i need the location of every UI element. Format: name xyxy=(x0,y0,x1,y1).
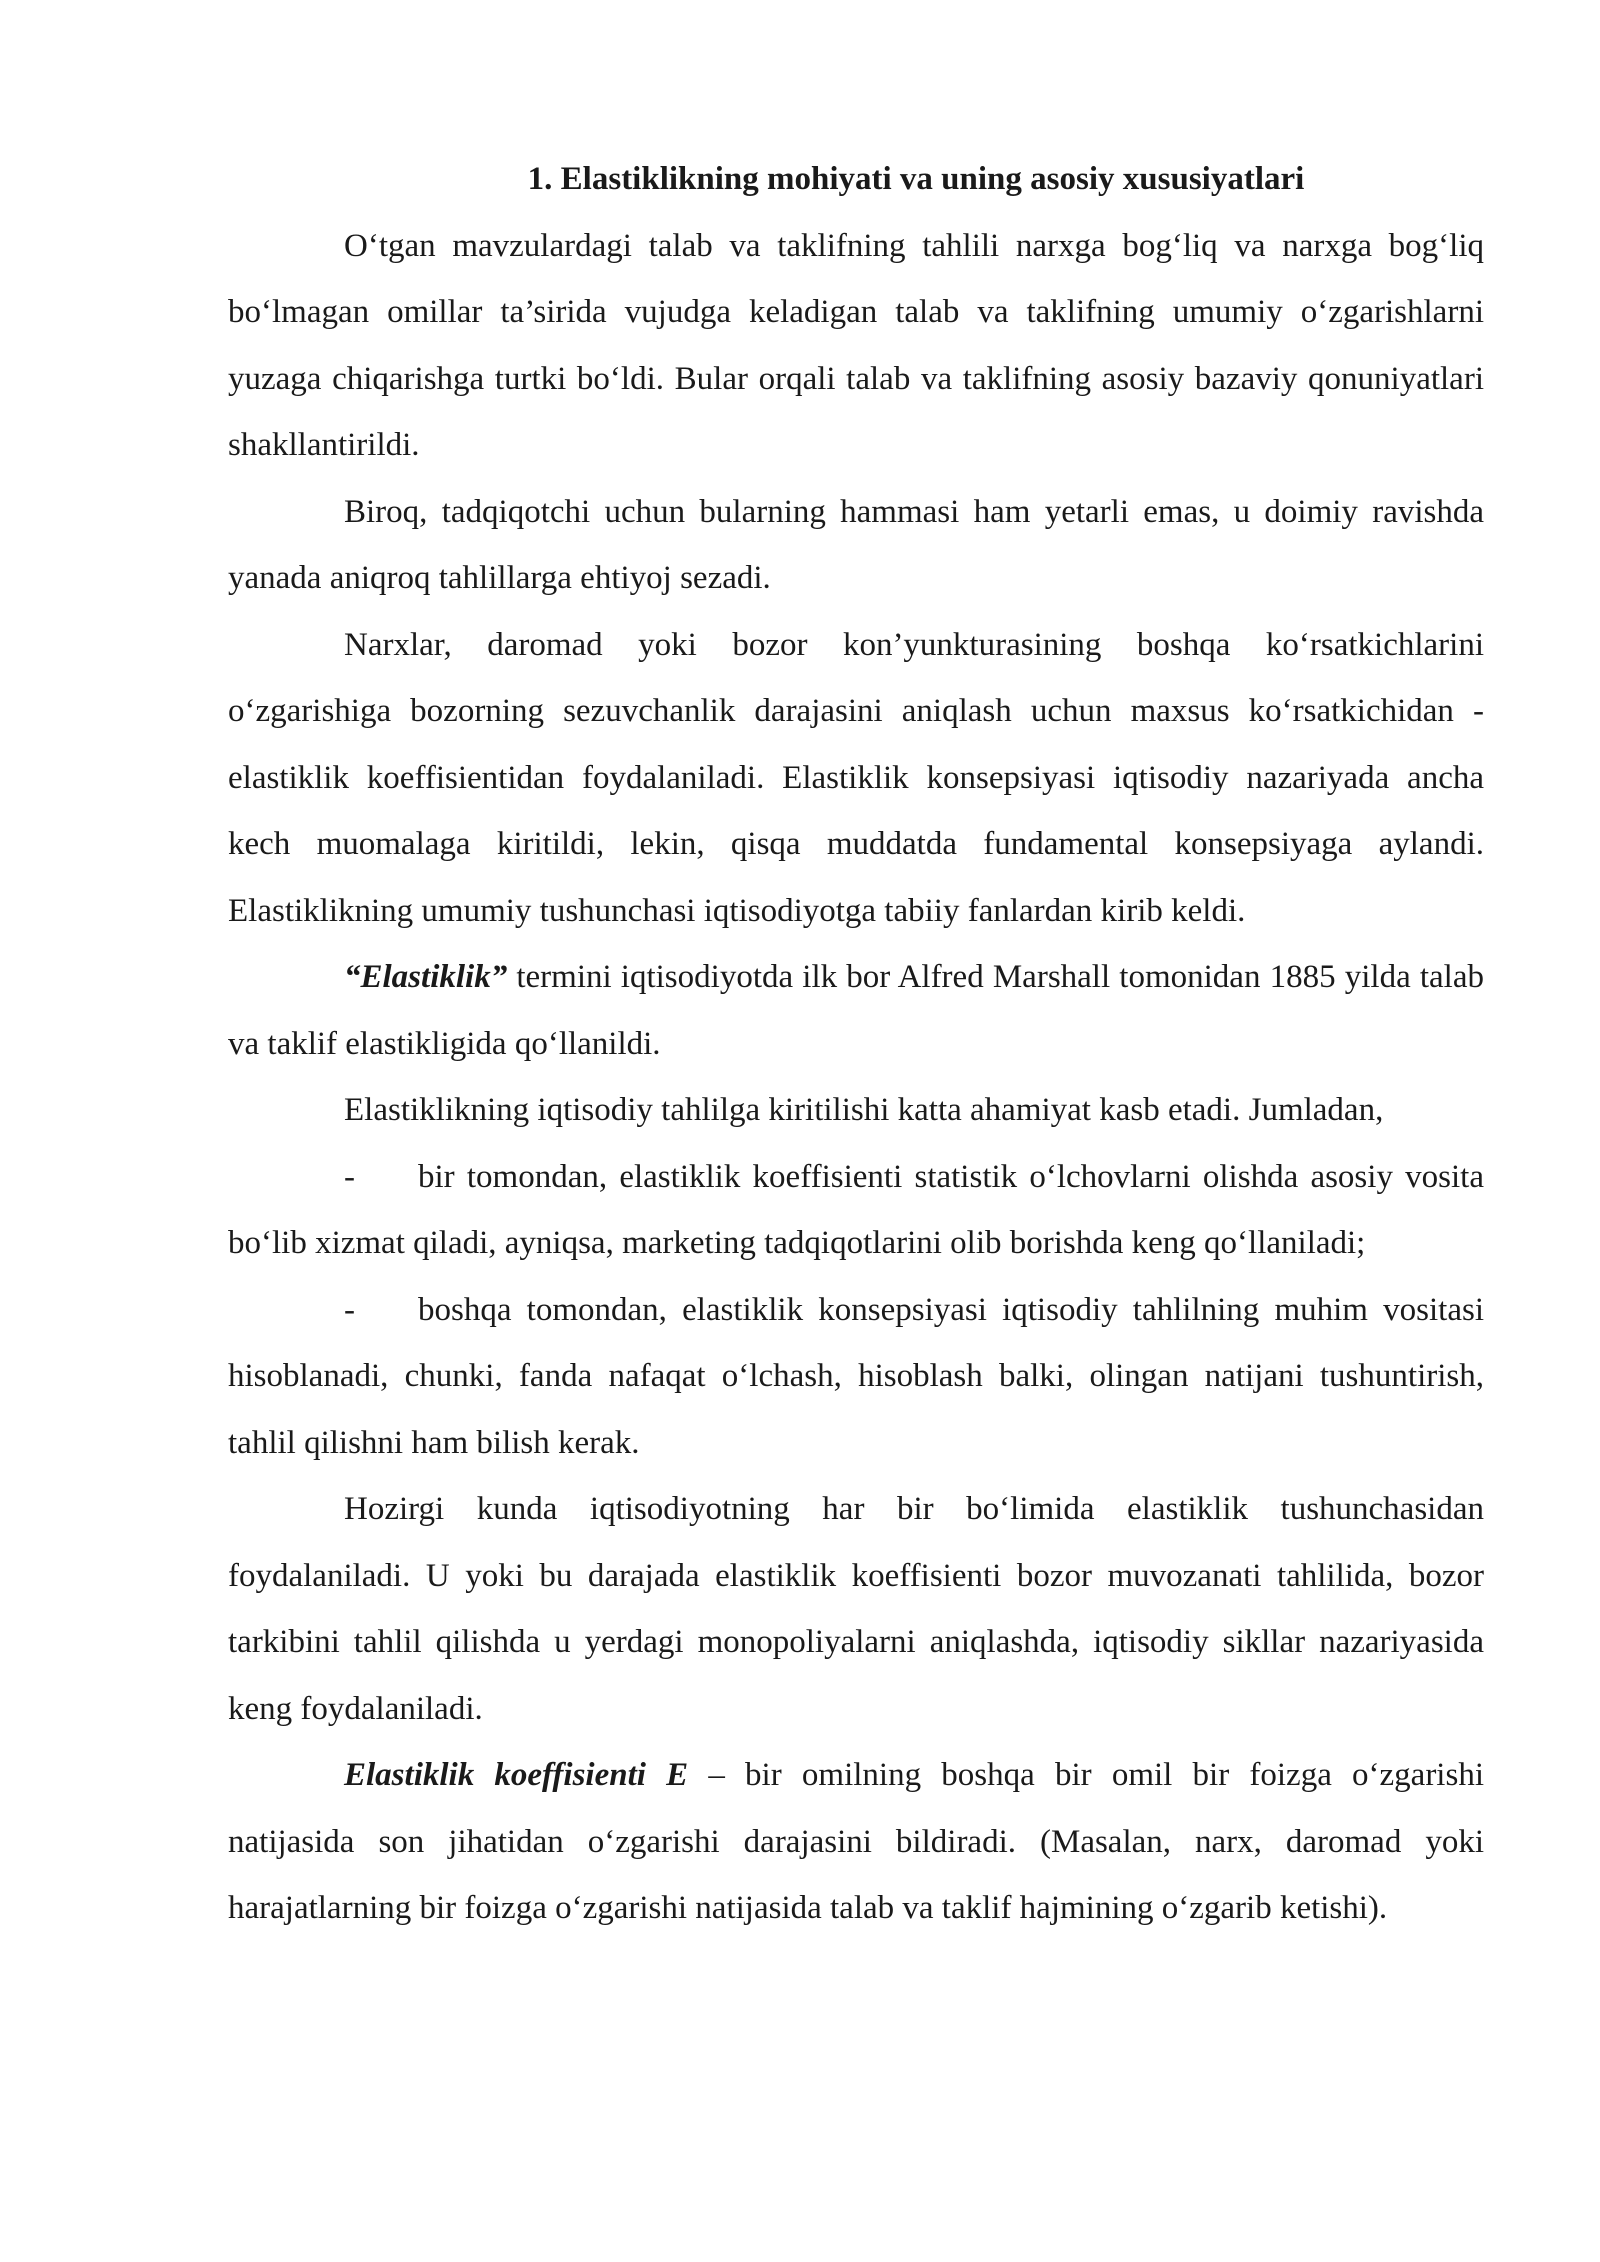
bullet-dash: - xyxy=(344,1158,355,1195)
paragraph-term-origin xyxy=(228,944,1484,1077)
document-page xyxy=(228,146,1484,1942)
list-item xyxy=(228,1277,1484,1477)
list-item-text: bir tomondan, elastiklik koeffisienti statistik o‘lchovlarni olishda asosiy vosita bo‘lib xizmat qiladi, ayniqsa, marketing tadqiqotlarini olib borishda keng qo‘llaniladi; xyxy=(228,1158,1484,1261)
term-elastiklik: “Elastiklik” xyxy=(344,959,508,995)
term-coefficient: Elastiklik koeffisienti E xyxy=(344,1757,689,1793)
paragraph-usage: Hozirgi kunda iqtisodiyotning har bir bo‘limida elastiklik tushunchasidan foydalaniladi. U yoki bu darajada elastiklik koeffisienti bozor muvozanati tahlilida, bozor tarkibini tahlil qilishda u yerdagi monopoliyalarni aniqlashda, iqtisodiy sikllar nazariyasida keng foydalaniladi. xyxy=(228,1491,1484,1727)
bullet-dash: - xyxy=(344,1291,355,1328)
list-item xyxy=(228,1144,1484,1277)
paragraph-researcher: Biroq, tadqiqotchi uchun bularning hammasi ham yetarli emas, u doimiy ravishda yanada aniqroq tahlillarga ehtiyoj sezadi. xyxy=(228,493,1484,596)
definition-text: – bir omilning boshqa bir omil bir foizga o‘zgarishi natijasida son jihatidan o‘zgarishi darajasini bildiradi. (Masalan, narx, daromad yoki harajatlarning bir foizga o‘zgarishi natijasida talab va taklif hajmining o‘zgarib ketishi). xyxy=(228,1757,1484,1926)
paragraph-importance: Elastiklikning iqtisodiy tahlilga kiritilishi katta ahamiyat kasb etadi. Jumladan, xyxy=(344,1092,1384,1128)
section-heading: 1. Elastiklikning mohiyati va uning asosiy xususiyatlari xyxy=(527,161,1305,197)
paragraph-definition xyxy=(228,1742,1484,1942)
paragraph-coefficient: Narxlar, daromad yoki bozor kon’yunkturasining boshqa ko‘rsatkichlarini o‘zgarishiga bozorning sezuvchanlik darajasini aniqlash uchun maxsus ko‘rsatkichidan - elastiklik koeffisientidan foydalaniladi. Elastiklik konsepsiyasi iqtisodiy nazariyada ancha kech muomalaga kiritildi, lekin, qisqa muddatda fundamental konsepsiyaga aylandi. Elastiklikning umumiy tushunchasi iqtisodiyotga tabiiy fanlardan kirib keldi. xyxy=(228,626,1484,929)
term-origin-text: termini iqtisodiyotda ilk bor Alfred Marshall tomonidan 1885 yilda talab va taklif elastikligida qo‘llanildi. xyxy=(228,959,1484,1062)
paragraph-intro: O‘tgan mavzulardagi talab va taklifning tahlili narxga bog‘liq va narxga bog‘liq bo‘lmagan omillar ta’sirida vujudga keladigan talab va taklifning umumiy o‘zgarishlarni yuzaga chiqarishga turtki bo‘ldi. Bular orqali talab va taklifning asosiy bazaviy qonuniyatlari shakllantirildi. xyxy=(228,227,1484,463)
list-item-text: boshqa tomondan, elastiklik konsepsiyasi iqtisodiy tahlilning muhim vositasi hisoblanadi, chunki, fanda nafaqat o‘lchash, hisoblash balki, olingan natijani tushuntirish, tahlil qilishni ham bilish kerak. xyxy=(228,1291,1484,1461)
